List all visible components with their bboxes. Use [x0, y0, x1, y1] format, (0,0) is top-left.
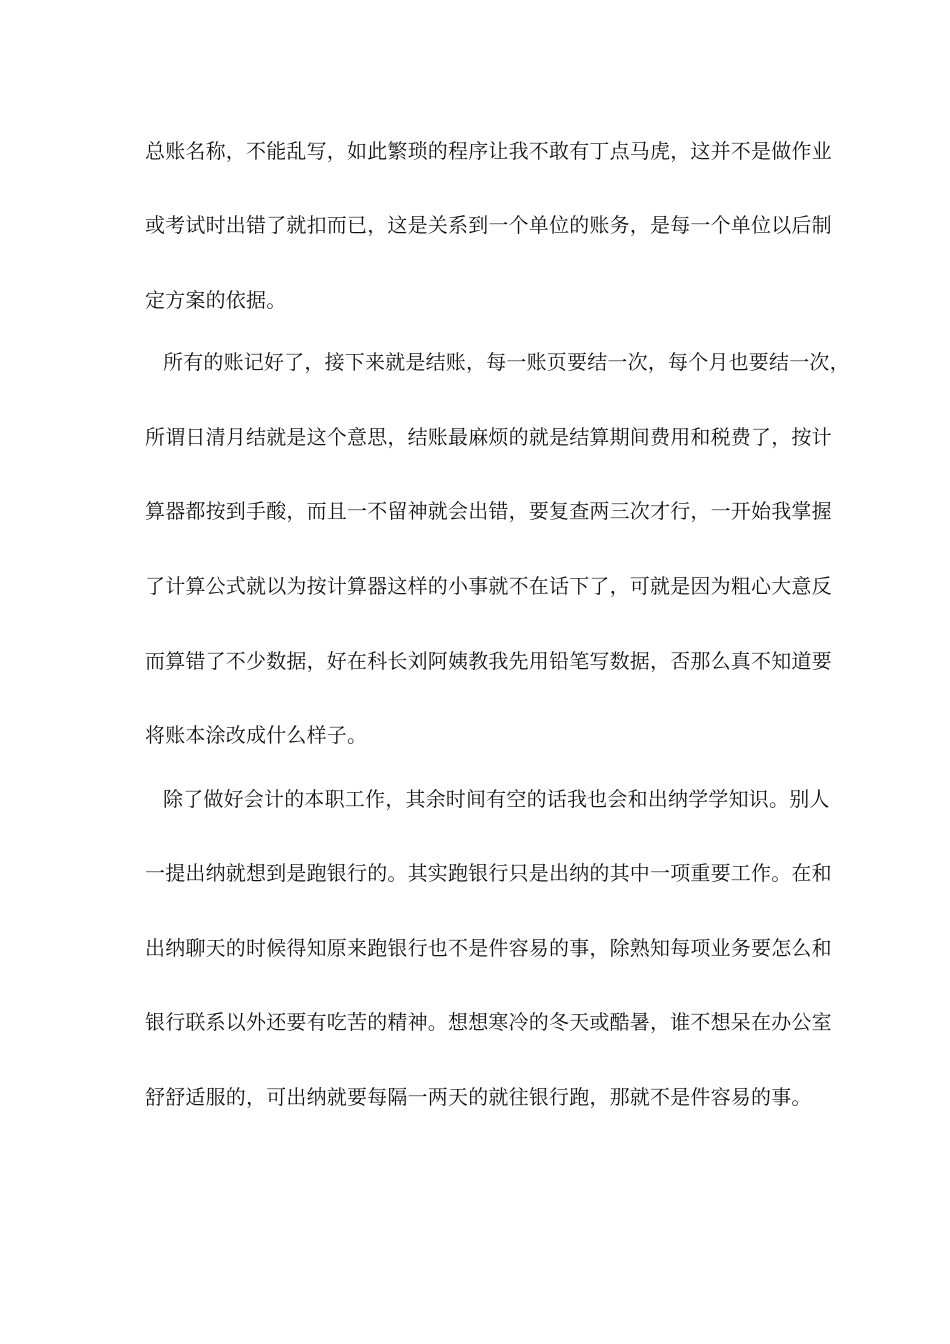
- text-line: 总账名称，不能乱写，如此繁琐的程序让我不敢有丁点马虎，这并不是做作业: [145, 139, 832, 163]
- text-line: 银行联系以外还要有吃苦的精神。想想寒冷的冬天或酷暑，谁不想呆在办公室: [145, 1010, 832, 1034]
- text-line: 或考试时出错了就扣而已，这是关系到一个单位的账务，是每一个单位以后制: [145, 213, 832, 237]
- text-line: 将账本涂改成什么样子。: [145, 723, 368, 747]
- text-line: 出纳聊天的时候得知原来跑银行也不是件容易的事，除熟知每项业务要怎么和: [145, 936, 832, 960]
- text-line: 了计算公式就以为按计算器这样的小事就不在话下了，可就是因为粗心大意反: [145, 574, 832, 598]
- text-line: 定方案的依据。: [145, 288, 287, 312]
- text-line: 一提出纳就想到是跑银行的。其实跑银行只是出纳的其中一项重要工作。在和: [145, 861, 832, 885]
- text-line: 舒舒适服的，可出纳就要每隔一两天的就往银行跑，那就不是件容易的事。: [145, 1085, 812, 1109]
- paragraph-start-line: 除了做好会计的本职工作，其余时间有空的话我也会和出纳学学知识。别人: [163, 787, 830, 811]
- text-line: 算器都按到手酸，而且一不留神就会出错，要复查两三次才行，一开始我掌握: [145, 499, 832, 523]
- text-line: 所谓日清月结就是这个意思，结账最麻烦的就是结算期间费用和税费了，按计: [145, 425, 832, 449]
- text-line: 而算错了不少数据，好在科长刘阿姨教我先用铅笔写数据，否那么真不知道要: [145, 649, 832, 673]
- paragraph-start-line: 所有的账记好了，接下来就是结账，每一账页要结一次，每个月也要结一次，: [163, 350, 850, 374]
